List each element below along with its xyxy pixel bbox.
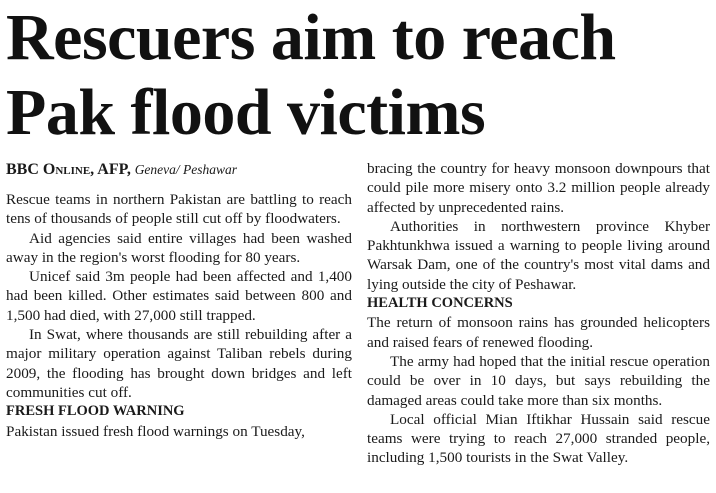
paragraph-local-official: Local official Mian Iftikhar Hussain said rescue teams were trying to reach 27,000 stranded people, including 1,500 tourists in the Swat Valley.	[367, 410, 710, 467]
right-column	[367, 159, 710, 468]
paragraph-unicef: Unicef said 3m people had been affected and 1,400 had been killed. Other estimates said between 800 and 1,500 had died, with 27,000 still trapped.	[6, 268, 352, 324]
byline-agency: BBC Online, AFP,	[6, 161, 131, 178]
headline-line-2: Pak flood victims	[6, 76, 486, 149]
paragraph-army: The army had hoped that the initial rescue operation could be over in 10 days, but says rebuilding the damaged areas could take more than six months.	[367, 352, 710, 409]
subhead-fresh-flood-warning: FRESH FLOOD WARNING	[6, 403, 185, 420]
byline-place: Geneva/ Peshawar	[134, 162, 238, 177]
paragraph-swat: In Swat, where thousands are still rebuilding after a major military operation against Taliban rebels during 2009, the flooding has brought down bridges and left communities cut off.	[6, 326, 352, 401]
headline	[6, 0, 712, 150]
byline	[6, 159, 352, 181]
paragraph-intro: Rescue teams in northern Pakistan are battling to reach tens of thousands of people still cut off by floodwaters.	[6, 191, 352, 228]
left-column	[6, 159, 352, 441]
paragraph-warning-start: Pakistan issued fresh flood warnings on Tuesday,	[6, 422, 305, 440]
subhead-health-concerns: HEALTH CONCERNS	[367, 295, 513, 312]
paragraph-villages: Aid agencies said entire villages had been washed away in the region's worst flooding for 80 years.	[6, 229, 352, 266]
paragraph-authorities: Authorities in northwestern province Khyber Pakhtunkhwa issued a warning to people living around Warsak Dam, one of the country's most vital dams and lying outside the city of Peshawar.	[367, 217, 710, 293]
paragraph-monsoon: The return of monsoon rains has grounded helicopters and raised fears of renewed flooding.	[367, 314, 710, 351]
headline-line-1: Rescuers aim to reach	[6, 1, 616, 74]
paragraph-warning-continued: bracing the country for heavy monsoon downpours that could pile more misery onto 3.2 million people already affected by unprecedented rains.	[367, 160, 710, 216]
